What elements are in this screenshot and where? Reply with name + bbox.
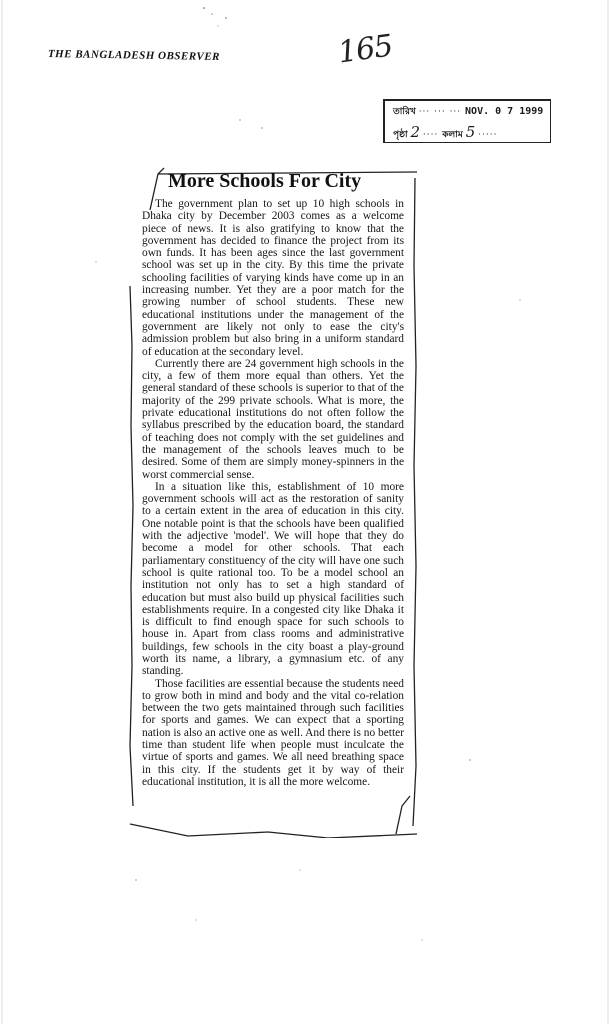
article-headline: More Schools For City <box>168 170 362 192</box>
stamp-page-value: 2 <box>410 123 421 141</box>
handwritten-page-number: 165 <box>335 28 395 71</box>
newspaper-clipping <box>128 166 417 838</box>
stamp-dots: ····· <box>478 130 498 140</box>
article-paragraph: Currently there are 24 government high schools in the city, a few of them more equal than others. Yet the general standard of these schools is superior to that of the majority of the 299 private schools. What is more, the private educational institutions do not often follow the syllabus prescribed by the education board, the standard of teaching does not comply with the set guidelines and the management of the schools leaves much to be desired. Some of them are simply money-spinners in the worst commercial sense. <box>142 357 404 481</box>
stamp-date-value: NOV. 0 7 1999 <box>465 106 544 117</box>
stamp-date-label: তারিখ <box>393 107 416 117</box>
article-paragraph: The government plan to set up 10 high schools in Dhaka city by December 2003 comes as a welcome piece of news. It is also gratifying to know that the government has decided to finance the project from its own funds. It has been ages since the last government school was set up in the city. By this time the private schooling facilities of varying kinds have come up in an increasing number. Yet they are a poor match for the growing number of school students. These new educational institutions under the management of the government are likely not only to ease the city's admission problem but also bring in a uniform standard of education at the secondary level. <box>142 198 404 358</box>
stamp-dots: ···· <box>422 130 443 140</box>
publication-masthead: THE BANGLADESH OBSERVER <box>47 48 221 64</box>
stamp-page-row <box>393 123 497 142</box>
article-paragraph: Those facilities are essential because the students need to grow both in mind and body and the vital co-relation between the two gets maintained through such facilities for sports and games. We can expect that a sporting nation is also an active one as well. And there is no better time than student life when people must inculcate the virtue of sports and games. We all need breathing space in this city. If the students get it by way of their educational institution, it is all the more welcome. <box>142 677 404 788</box>
stamp-dots: ··· ··· ··· <box>418 107 466 117</box>
article-body <box>142 198 404 788</box>
stamp-column-value: 5 <box>465 123 476 141</box>
stamp-date-row <box>393 104 543 119</box>
date-stamp-box <box>383 99 551 143</box>
stamp-column-label: কলাম <box>442 130 463 140</box>
article-paragraph: In a situation like this, establishment of 10 more government schools will act as the restoration of sanity to a certain extent in the area of education in this city. One notable point is that the schools have been qualified with the adjective 'model'. We will hope that they do become a model for other schools. That each parliamentary constituency of the city will have one such school is quite rational too. To be a model school an institution not only has to set a high standard of education but must also build up physical facilities such establishments require. In a congested city like Dhaka it is difficult to find enough space for such schools to house in. Apart from class rooms and administrative buildings, few schools in the city boast a play-ground worth its name, a library, a gymnasium etc. of any standing. <box>142 480 404 678</box>
stamp-page-label: পৃষ্ঠা <box>393 130 408 140</box>
